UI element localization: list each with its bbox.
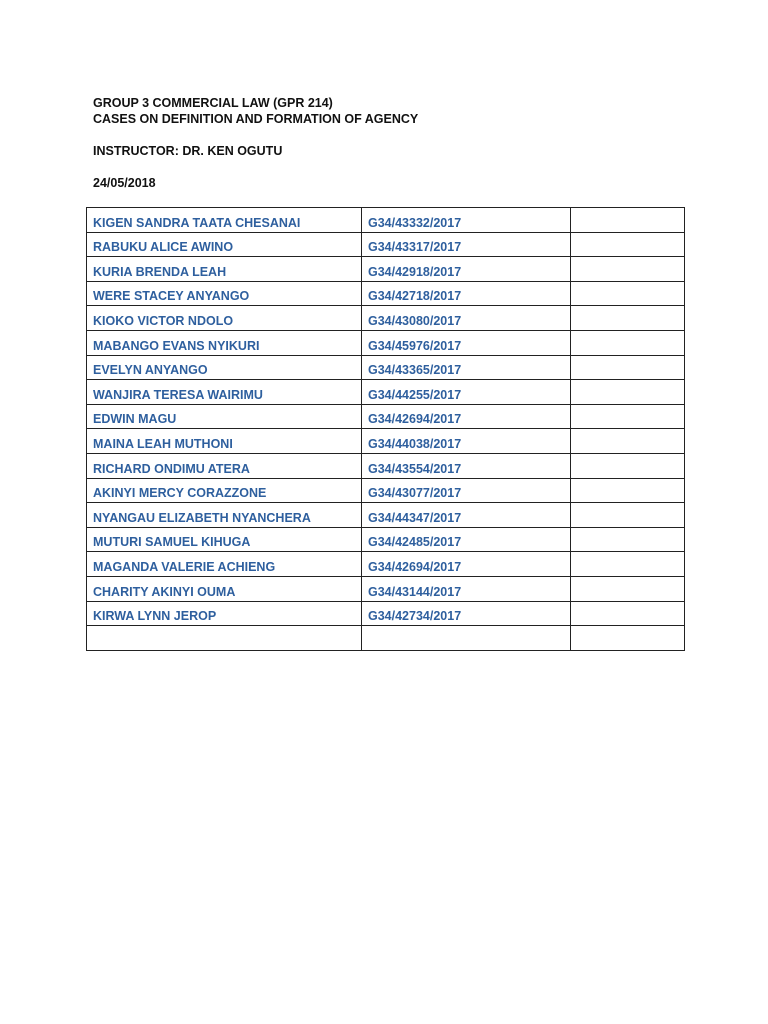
member-name-text: EVELYN ANYANGO: [93, 363, 208, 378]
member-name-cell: [87, 453, 362, 478]
spacer: [93, 159, 418, 175]
registration-number-cell: [362, 429, 571, 454]
signature-cell: [571, 257, 685, 282]
member-name-text: MUTURI SAMUEL KIHUGA: [93, 535, 251, 550]
member-name-text: KIGEN SANDRA TAATA CHESANAI: [93, 215, 301, 230]
member-name-text: [93, 649, 361, 650]
table-row: [87, 208, 685, 233]
signature-cell: [571, 306, 685, 331]
member-name-cell: [87, 626, 362, 651]
registration-number-text: G34/43554/2017: [368, 461, 462, 476]
registration-number-text: G34/42694/2017: [368, 412, 462, 427]
member-name-cell: [87, 576, 362, 601]
table-row: [87, 503, 685, 528]
member-name-cell: [87, 232, 362, 257]
registration-number-text: G34/42918/2017: [368, 264, 462, 279]
member-name-text: KIRWA LYNN JEROP: [93, 609, 217, 624]
table-row: [87, 453, 685, 478]
registration-number-text: G34/42485/2017: [368, 535, 462, 550]
registration-number-cell: [362, 626, 571, 651]
member-name-cell: [87, 601, 362, 626]
registration-number-text: G34/43080/2017: [368, 313, 462, 328]
signature-cell: [571, 404, 685, 429]
table-row: [87, 601, 685, 626]
registration-number-cell: [362, 527, 571, 552]
signature-cell: [571, 527, 685, 552]
signature-cell: [571, 355, 685, 380]
spacer: [93, 127, 418, 143]
member-name-cell: [87, 380, 362, 405]
table-row: [87, 552, 685, 577]
member-name-text: KIOKO VICTOR NDOLO: [93, 313, 234, 328]
member-name-cell: [87, 478, 362, 503]
registration-number-cell: [362, 453, 571, 478]
registration-number-text: G34/43317/2017: [368, 240, 462, 255]
member-name-cell: [87, 281, 362, 306]
registration-number-text: G34/42734/2017: [368, 609, 462, 624]
registration-number-cell: [362, 306, 571, 331]
table-row: [87, 626, 685, 651]
signature-cell: [571, 503, 685, 528]
member-name-text: WERE STACEY ANYANGO: [93, 289, 250, 304]
signature-cell: [571, 208, 685, 233]
signature-cell: [571, 552, 685, 577]
registration-number-text: G34/44255/2017: [368, 387, 462, 402]
member-name-cell: [87, 306, 362, 331]
member-name-cell: [87, 503, 362, 528]
course-title: GROUP 3 COMMERCIAL LAW (GPR 214): [93, 96, 333, 110]
registration-number-cell: [362, 330, 571, 355]
registration-number-cell: [362, 257, 571, 282]
table-row: [87, 330, 685, 355]
signature-cell: [571, 281, 685, 306]
member-name-text: KURIA BRENDA LEAH: [93, 264, 227, 279]
member-name-text: RICHARD ONDIMU ATERA: [93, 461, 250, 476]
registration-number-text: G34/44038/2017: [368, 436, 462, 451]
members-table: [86, 207, 685, 651]
registration-number-text: G34/42694/2017: [368, 559, 462, 574]
member-name-text: WANJIRA TERESA WAIRIMU: [93, 387, 263, 402]
signature-cell: [571, 601, 685, 626]
signature-cell: [571, 626, 685, 651]
registration-number-cell: [362, 503, 571, 528]
signature-cell: [571, 380, 685, 405]
registration-number-text: G34/43332/2017: [368, 215, 462, 230]
member-name-text: RABUKU ALICE AWINO: [93, 240, 234, 255]
registration-number-cell: [362, 601, 571, 626]
registration-number-text: G34/45976/2017: [368, 338, 462, 353]
member-name-cell: [87, 527, 362, 552]
registration-number-cell: [362, 576, 571, 601]
registration-number-text: G34/43077/2017: [368, 486, 462, 501]
table-row: [87, 355, 685, 380]
table-row: [87, 404, 685, 429]
table-row: [87, 576, 685, 601]
instructor-line: INSTRUCTOR: DR. KEN OGUTU: [93, 144, 283, 158]
signature-cell: [571, 330, 685, 355]
member-name-text: MAGANDA VALERIE ACHIENG: [93, 559, 276, 574]
date-line: 24/05/2018: [93, 176, 156, 190]
member-name-text: EDWIN MAGU: [93, 412, 177, 427]
signature-text: [577, 649, 684, 650]
table-row: [87, 232, 685, 257]
registration-number-text: G34/44347/2017: [368, 510, 462, 525]
registration-number-text: G34/43144/2017: [368, 584, 462, 599]
member-name-cell: [87, 355, 362, 380]
member-name-text: MAINA LEAH MUTHONI: [93, 436, 233, 451]
table-row: [87, 306, 685, 331]
member-name-text: NYANGAU ELIZABETH NYANCHERA: [93, 510, 311, 525]
registration-number-text: G34/42718/2017: [368, 289, 462, 304]
member-name-cell: [87, 330, 362, 355]
member-name-cell: [87, 257, 362, 282]
registration-number-cell: [362, 380, 571, 405]
member-name-cell: [87, 552, 362, 577]
table-row: [87, 429, 685, 454]
assignment-title: CASES ON DEFINITION AND FORMATION OF AGENCY: [93, 112, 419, 126]
registration-number-cell: [362, 478, 571, 503]
signature-cell: [571, 576, 685, 601]
signature-cell: [571, 453, 685, 478]
member-name-text: CHARITY AKINYI OUMA: [93, 584, 236, 599]
table-row: [87, 257, 685, 282]
signature-cell: [571, 478, 685, 503]
registration-number-cell: [362, 232, 571, 257]
member-name-cell: [87, 429, 362, 454]
table-row: [87, 281, 685, 306]
registration-number-cell: [362, 552, 571, 577]
registration-number-text: G34/43365/2017: [368, 363, 462, 378]
registration-number-cell: [362, 404, 571, 429]
member-name-text: AKINYI MERCY CORAZZONE: [93, 486, 267, 501]
registration-number-cell: [362, 355, 571, 380]
document-header: [93, 95, 418, 191]
signature-cell: [571, 232, 685, 257]
member-name-cell: [87, 404, 362, 429]
table-row: [87, 380, 685, 405]
signature-cell: [571, 429, 685, 454]
members-table-body: [87, 208, 685, 651]
registration-number-cell: [362, 208, 571, 233]
registration-number-cell: [362, 281, 571, 306]
table-row: [87, 478, 685, 503]
member-name-cell: [87, 208, 362, 233]
table-row: [87, 527, 685, 552]
member-name-text: MABANGO EVANS NYIKURI: [93, 338, 260, 353]
registration-number-text: [368, 649, 570, 650]
